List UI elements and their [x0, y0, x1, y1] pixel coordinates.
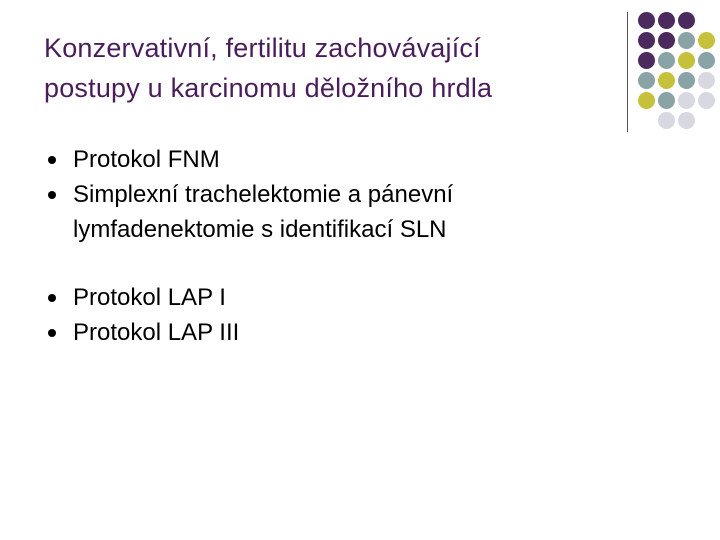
decor-dot [678, 32, 695, 49]
bullet-dot-icon [48, 191, 56, 199]
decor-dot [698, 52, 715, 69]
decor-dot [658, 52, 675, 69]
bullet-text: Protokol LAP III [73, 319, 240, 346]
decor-dot [698, 72, 715, 89]
bullet-dot-icon [48, 156, 56, 164]
bullet-item [48, 280, 608, 315]
decor-dot [638, 92, 655, 109]
decor-dot [638, 72, 655, 89]
decor-dot [678, 112, 695, 129]
decor-dot [658, 112, 675, 129]
bullet-spacer [48, 247, 608, 280]
bullet-list [48, 142, 608, 350]
bullet-text: Simplexní trachelektomie a pánevní lymfadenektomie s identifikací SLN [73, 181, 454, 243]
decor-dot [698, 92, 715, 109]
decor-dot [678, 72, 695, 89]
bullet-dot-icon [48, 329, 56, 337]
decor-dot [658, 12, 675, 29]
decor-dot [638, 12, 655, 29]
slide-title-line-1: Konzervativní, fertilitu zachovávající [44, 33, 481, 63]
decor-dot [658, 72, 675, 89]
bullet-text: Protokol LAP I [73, 284, 226, 311]
bullet-item [48, 315, 608, 350]
decorative-dot-grid [638, 12, 718, 122]
decor-dot [658, 92, 675, 109]
bullet-item [48, 142, 608, 177]
slide-title [44, 28, 619, 108]
title-divider [627, 12, 628, 132]
decor-dot [698, 32, 715, 49]
decor-dot [678, 52, 695, 69]
decor-dot [638, 52, 655, 69]
slide-title-line-2: postupy u karcinomu děložního hrdla [44, 73, 493, 103]
decor-dot [658, 32, 675, 49]
decor-dot [678, 92, 695, 109]
bullet-text: Protokol FNM [73, 146, 220, 173]
decor-dot [638, 32, 655, 49]
bullet-item [48, 177, 608, 247]
bullet-dot-icon [48, 294, 56, 302]
decor-dot [678, 12, 695, 29]
